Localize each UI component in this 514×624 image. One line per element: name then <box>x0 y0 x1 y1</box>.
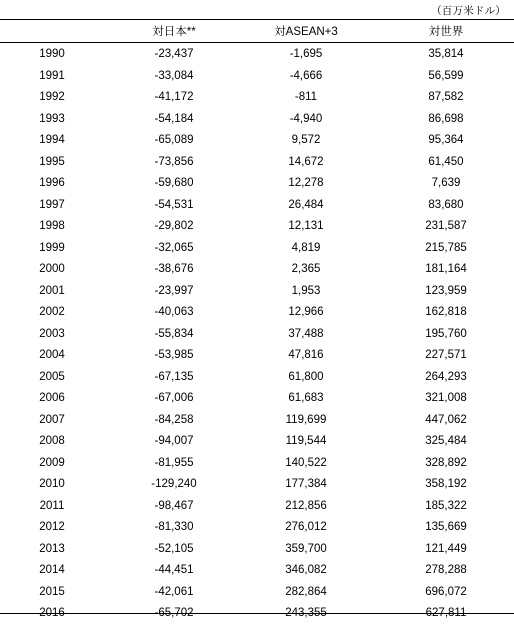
vs-japan-cell: -23,437 <box>154 48 194 60</box>
year-cell: 2010 <box>39 478 65 490</box>
year-cell: 1999 <box>39 241 65 254</box>
table-row <box>0 366 514 388</box>
table-row <box>0 559 514 581</box>
year-cell: 2015 <box>39 585 65 598</box>
vs-asean3-cell: 243,355 <box>285 607 327 619</box>
vs-japan-cell: -94,007 <box>154 435 194 447</box>
table-body <box>0 43 514 624</box>
table-row <box>0 344 514 366</box>
vs-asean3-cell: 140,522 <box>285 456 327 469</box>
vs-japan-cell: -67,135 <box>154 370 194 383</box>
table-row <box>0 323 514 345</box>
vs-world-cell: 321,008 <box>425 392 467 404</box>
vs-asean3-cell: 119,699 <box>285 413 327 426</box>
vs-world-cell: 86,698 <box>428 112 464 125</box>
table-row <box>0 129 514 151</box>
table-header-row <box>0 22 514 42</box>
vs-asean3-cell: 61,800 <box>288 370 324 383</box>
year-cell: 2006 <box>39 392 65 404</box>
table-row <box>0 43 514 65</box>
vs-world-cell: 447,062 <box>425 413 467 426</box>
year-cell: 2002 <box>39 306 65 318</box>
vs-asean3-cell: 2,365 <box>291 263 321 275</box>
vs-asean3-cell: 37,488 <box>288 327 324 340</box>
vs-world-cell: 61,450 <box>428 155 464 168</box>
vs-world-cell: 231,587 <box>425 220 467 232</box>
year-cell: 1993 <box>39 112 65 125</box>
vs-world-cell: 278,288 <box>425 564 467 576</box>
vs-japan-cell: -54,531 <box>154 198 194 211</box>
vs-asean3-cell: 4,819 <box>291 241 321 254</box>
table-row <box>0 538 514 560</box>
unit-label: （百万米ドル） <box>431 5 506 17</box>
vs-asean3-cell: 282,864 <box>285 585 327 598</box>
year-cell: 2001 <box>39 284 65 297</box>
vs-japan-cell: -53,985 <box>154 349 194 361</box>
vs-japan-cell: -67,006 <box>154 392 194 404</box>
table-bottom-rule <box>0 613 514 614</box>
vs-asean3-cell: 119,544 <box>285 435 327 447</box>
vs-japan-cell: -73,856 <box>154 155 194 168</box>
vs-asean3-cell: 12,278 <box>288 177 324 189</box>
vs-asean3-cell: 177,384 <box>285 478 327 490</box>
table-row <box>0 86 514 108</box>
table-row <box>0 172 514 194</box>
vs-world-cell: 215,785 <box>425 241 467 254</box>
vs-japan-cell: -54,184 <box>154 112 194 125</box>
year-cell: 1991 <box>39 69 65 82</box>
vs-world-cell: 358,192 <box>425 478 467 490</box>
vs-japan-cell: -29,802 <box>154 220 194 232</box>
vs-japan-cell: -52,105 <box>154 542 194 555</box>
table-row <box>0 194 514 216</box>
vs-japan-cell: -55,834 <box>154 327 194 340</box>
vs-world-cell: 696,072 <box>425 585 467 598</box>
vs-world-cell: 135,669 <box>425 521 467 533</box>
header-world: 対世界 <box>428 26 464 38</box>
table-row <box>0 108 514 130</box>
table-row <box>0 473 514 495</box>
header-asean3: 対ASEAN+3 <box>274 26 338 38</box>
vs-asean3-cell: 276,012 <box>285 521 327 533</box>
year-cell: 2005 <box>39 370 65 383</box>
vs-world-cell: 227,571 <box>425 349 467 361</box>
vs-world-cell: 83,680 <box>428 198 464 211</box>
year-cell: 1994 <box>39 134 65 146</box>
table-row <box>0 409 514 431</box>
vs-asean3-cell: 12,131 <box>288 220 324 232</box>
vs-world-cell: 121,449 <box>425 542 467 555</box>
year-cell: 2000 <box>39 263 65 275</box>
vs-asean3-cell: -1,695 <box>289 48 323 60</box>
vs-world-cell: 35,814 <box>428 48 464 60</box>
year-cell: 2014 <box>39 564 65 576</box>
vs-world-cell: 181,164 <box>425 263 467 275</box>
table-row <box>0 430 514 452</box>
vs-japan-cell: -42,061 <box>154 585 194 598</box>
vs-world-cell: 627,811 <box>425 607 467 619</box>
table-row <box>0 258 514 280</box>
vs-asean3-cell: 14,672 <box>288 155 324 168</box>
year-cell: 2016 <box>39 607 65 619</box>
vs-japan-cell: -41,172 <box>154 91 194 103</box>
year-cell: 2008 <box>39 435 65 447</box>
vs-world-cell: 95,364 <box>428 134 464 146</box>
vs-japan-cell: -38,676 <box>154 263 194 275</box>
table-row <box>0 65 514 87</box>
table-row <box>0 280 514 302</box>
year-cell: 2011 <box>39 499 65 512</box>
vs-asean3-cell: 12,966 <box>288 306 324 318</box>
year-cell: 1996 <box>39 177 65 189</box>
vs-japan-cell: -65,702 <box>154 607 194 619</box>
vs-japan-cell: -81,955 <box>154 456 194 469</box>
table-row <box>0 581 514 603</box>
vs-japan-cell: -44,451 <box>154 564 194 576</box>
vs-asean3-cell: 47,816 <box>288 349 324 361</box>
vs-world-cell: 123,959 <box>425 284 467 297</box>
vs-asean3-cell: -4,666 <box>289 69 323 82</box>
vs-asean3-cell: 9,572 <box>291 134 321 146</box>
year-cell: 1998 <box>39 220 65 232</box>
vs-asean3-cell: 61,683 <box>288 392 324 404</box>
table-row <box>0 495 514 517</box>
table-row <box>0 301 514 323</box>
table-row <box>0 151 514 173</box>
vs-world-cell: 325,484 <box>425 435 467 447</box>
vs-japan-cell: -33,084 <box>154 69 194 82</box>
vs-japan-cell: -40,063 <box>154 306 194 318</box>
vs-japan-cell: -84,258 <box>154 413 194 426</box>
year-cell: 1997 <box>39 198 65 211</box>
vs-japan-cell: -23,997 <box>154 284 194 297</box>
year-cell: 2003 <box>39 327 65 340</box>
table-top-rule <box>0 19 514 20</box>
vs-asean3-cell: 1,953 <box>291 284 321 297</box>
vs-world-cell: 264,293 <box>425 370 467 383</box>
vs-asean3-cell: 359,700 <box>285 542 327 555</box>
vs-japan-cell: -129,240 <box>151 478 197 490</box>
vs-japan-cell: -65,089 <box>154 134 194 146</box>
vs-world-cell: 162,818 <box>425 306 467 318</box>
vs-japan-cell: -59,680 <box>154 177 194 189</box>
vs-world-cell: 195,760 <box>425 327 467 340</box>
vs-asean3-cell: -4,940 <box>289 112 323 125</box>
year-cell: 1990 <box>39 48 65 60</box>
vs-world-cell: 328,892 <box>425 456 467 469</box>
vs-world-cell: 7,639 <box>431 177 461 189</box>
vs-world-cell: 87,582 <box>428 91 464 103</box>
vs-asean3-cell: 212,856 <box>285 499 327 512</box>
year-cell: 2012 <box>39 521 65 533</box>
vs-asean3-cell: -811 <box>294 91 318 103</box>
year-cell: 1995 <box>39 155 65 168</box>
header-japan: 対日本** <box>152 26 196 38</box>
vs-japan-cell: -32,065 <box>154 241 194 254</box>
year-cell: 2009 <box>39 456 65 469</box>
vs-japan-cell: -81,330 <box>154 521 194 533</box>
year-cell: 2013 <box>39 542 65 555</box>
table-row <box>0 387 514 409</box>
table-row <box>0 516 514 538</box>
year-cell: 2007 <box>39 413 65 426</box>
vs-asean3-cell: 26,484 <box>288 198 324 211</box>
table-row <box>0 452 514 474</box>
year-cell: 2004 <box>39 349 65 361</box>
table-row <box>0 215 514 237</box>
vs-world-cell: 56,599 <box>428 69 464 82</box>
year-cell: 1992 <box>39 91 65 103</box>
vs-japan-cell: -98,467 <box>154 499 194 512</box>
vs-asean3-cell: 346,082 <box>285 564 327 576</box>
vs-world-cell: 185,322 <box>425 499 467 512</box>
table-row <box>0 237 514 259</box>
